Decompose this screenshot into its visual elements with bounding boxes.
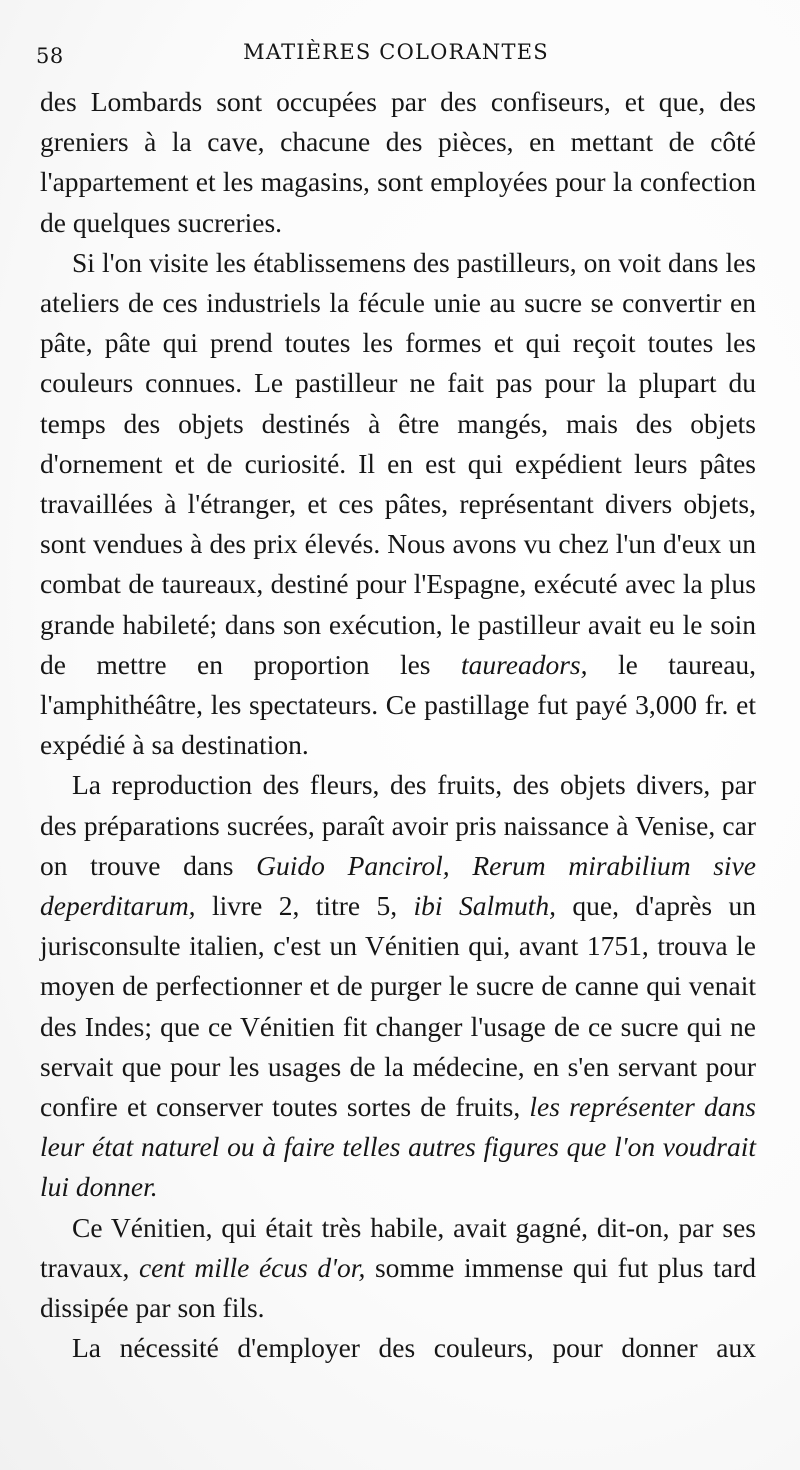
paragraph-2-end: le taureau, l'amphithéâtre, les spectateurs. Ce pastillage fut payé 3,000 fr. et expédié à sa destination. (40, 648, 757, 761)
paragraph-2 (40, 243, 756, 766)
paragraph-5 (40, 1328, 756, 1368)
paragraph-2-text: Si l'on visite les établissemens des pastilleurs, on voit dans les ateliers de ces industriels la fécule unie au sucre se convertir en pâte, pâte qui prend toutes les formes et qui reçoit toutes les couleurs connues. Le pastilleur ne fait pas pour la plupart du temps des objets destinés à être mangés, mais des objets d'ornement et de curiosité. Il en est qui expédient leurs pâtes travaillées à l'étranger, et ces pâtes, représentant divers objets, sont vendues à des prix élevés. Nous avons vu chez l'un d'eux un combat de taureaux, destiné pour l'Espagne, exécuté avec la plus grande habileté; dans son exécution, le pastilleur avait eu le soin de mettre en proportion les (40, 246, 756, 680)
paragraph-4 (40, 1208, 756, 1329)
page-number: 58 (36, 44, 64, 68)
running-title: MATIÈRES COLORANTES (243, 40, 549, 64)
paragraph-5-text: La nécessité d'employer des couleurs, pour donner aux (72, 1332, 756, 1364)
paragraph-3-italic-citation: Guido Pancirol, Rerum mirabilium sive deperditarum, (40, 849, 756, 922)
paragraph-3-italic-quote: les représenter dans leur état naturel ou à faire telles autres figures que l'on voudrait lui donner. (40, 1091, 756, 1203)
paragraph-1 (40, 82, 756, 243)
paragraph-3-middle: que, d'après un jurisconsulte italien, c'est un Vénitien qui, avant 1751, trouva le moyen de perfectionner et de purger le sucre de canne qui venait des Indes; que ce Vénitien fit changer l'usage de ce sucre qui ne servait que pour les usages de la médecine, en s'en servant pour confire et conserver toutes sortes de fruits, (40, 890, 757, 1123)
paragraph-1-text: des Lombards sont occupées par des confiseurs, et que, des greniers à la cave, chacune des pièces, en mettant de côté l'appartement et les magasins, sont employées pour la confection de quelques sucreries. (40, 86, 756, 238)
paragraph-2-italic: taureadors, (460, 648, 588, 680)
paragraph-3-reference: livre 2, titre 5, (211, 890, 398, 922)
paragraph-3-start: La reproduction des fleurs, des fruits, des objets divers, par des préparations sucrées, paraît avoir pris naissance à Venise, car on trouve dans (40, 769, 756, 881)
paragraph-4-start: Ce Vénitien, qui était très habile, avait gagné, dit-on, par ses travaux, (40, 1211, 756, 1283)
paragraph-3-italic-author: ibi Salmuth, (413, 890, 556, 922)
paragraph-3 (40, 765, 756, 1207)
body-text (40, 82, 756, 1369)
paragraph-4-italic: cent mille écus d'or, (138, 1251, 366, 1283)
paragraph-4-end: somme immense qui fut plus tard dissipée par son fils. (40, 1251, 757, 1324)
page-header (36, 40, 756, 80)
